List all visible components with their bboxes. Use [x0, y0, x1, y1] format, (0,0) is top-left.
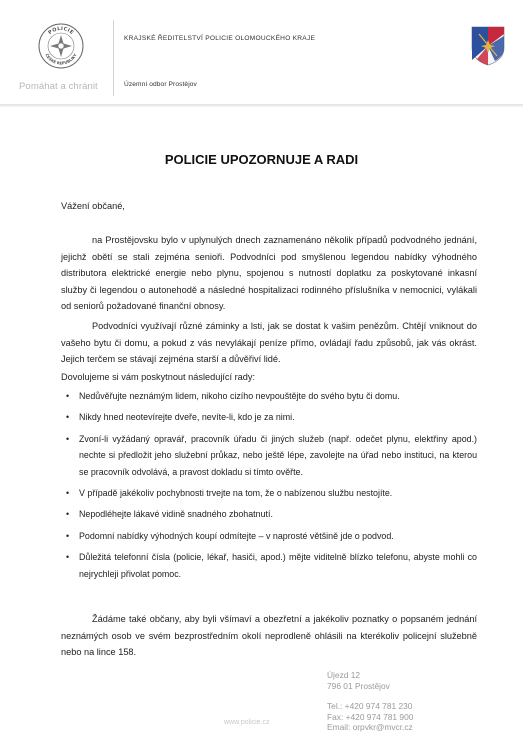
- address-street: Újezd 12: [327, 670, 361, 680]
- slogan: Pomáhat a chránit: [19, 81, 98, 92]
- organization-name: KRAJSKÉ ŘEDITELSTVÍ POLICIE OLOMOUCKÉHO KRAJE: [124, 35, 316, 42]
- paragraph-appeal: [61, 611, 477, 661]
- list-item-text: Důležitá telefonní čísla (policie, lékař, hasiči, apod.) mějte viditelně blízko telefonu, abyste mohli co nejrychleji přivolat pomoc.: [79, 552, 477, 579]
- paragraph-incidents: [61, 232, 477, 315]
- bullet-icon: •: [66, 552, 70, 563]
- contact-fax: Fax: +420 974 781 900: [327, 711, 414, 722]
- list-item: [66, 549, 477, 582]
- list-item: [66, 388, 477, 404]
- bullet-icon: •: [66, 433, 70, 444]
- paragraph-incidents-text: na Prostějovsku bylo v uplynulých dnech zaznamenáno několik případů podvodného jednání, jejichž obětí se stali zejména senioři. Podvodníci pod smyšlenou legendou nabídky výhodného distributora elektrické energie nebo plynu, spojenou s nutností doplatku za poskytované inkasní služby či legendou o autonehodě a následné hospitalizaci rodinného příslušníka v nemocnici, vylákali od seniorů požadované finanční obnosy.: [61, 235, 477, 312]
- bullet-icon: •: [66, 530, 70, 541]
- document-title: POLICIE UPOZORNUJE A RADI: [164, 152, 359, 167]
- salutation: Vážení občané,: [61, 201, 125, 211]
- svg-text:POLICIE: [47, 26, 75, 36]
- list-item-text: Nedůvěřujte neznámým lidem, nikoho cizího nevpouštějte do svého bytu či domu.: [79, 391, 400, 401]
- logo-text-bottom: ČESKÉ REPUBLIKY: [44, 52, 78, 66]
- list-item-text: Zvoní-li vyžádaný opravář, pracovník úřadu či jiných služeb (např. odečet plynu, elektřiny apod.) nechte si předložit jeho služební průkaz, nebo ještě lépe, zavolejte na úřad nebo instituci, na kterou se pracovník odvolává, a pravost dokladu si tímto ověřte.: [79, 433, 477, 477]
- organization-unit: Územní odbor Prostějov: [124, 81, 197, 88]
- list-item: [66, 431, 477, 480]
- police-logo-icon: [38, 23, 84, 69]
- contact-email[interactable]: Email: orpvkr@mvcr.cz: [327, 722, 413, 733]
- contact-phone: Tel.: +420 974 781 230: [327, 701, 413, 712]
- bullet-icon: •: [66, 509, 70, 520]
- bullet-icon: •: [66, 488, 70, 499]
- paragraph-tactics: [61, 318, 477, 368]
- list-item-text: V případě jakékoliv pochybnosti trvejte na tom, že o nabízenou službu nestojíte.: [79, 488, 393, 499]
- footer-address: [327, 670, 413, 733]
- list-item-text: Nikdy hned neotevírejte dveře, nevíte-li, kdo je za nimi.: [79, 412, 295, 423]
- bullet-icon: •: [66, 391, 70, 401]
- paragraph-tactics-text: Podvodníci využívají různé záminky a lsti, jak se dostat k vašim penězům. Chtějí vniknout do vašeho bytu či domu, a pokud z vás nevylákají peníze přímo, ovládají řadu způsobů, jak vás okrást. Jejich terčem se stávají zejména starší a důvěřiví lidé.: [61, 321, 477, 365]
- address-city: 796 01 Prostějov: [327, 680, 390, 691]
- paragraph-appeal-text: Žádáme také občany, aby byli všímaví a obezřetní a jakékoliv poznatky o popsaném jednání neznámých osob ve svém bezprostředním okolí neprodleně ohlásili na kterékoliv policejní služebně nebo na lince 158.: [61, 614, 477, 658]
- list-item: [66, 409, 477, 425]
- bullet-icon: •: [66, 412, 70, 423]
- logo-text-top: POLICIE: [47, 25, 75, 37]
- header-divider: [113, 20, 114, 96]
- list-item: [66, 528, 477, 544]
- regional-crest-icon: [471, 26, 505, 66]
- website-link[interactable]: www.policie.cz: [224, 719, 270, 726]
- list-item-text: Nepodléhejte lákavé vidině snadného zbohatnutí.: [79, 509, 273, 520]
- header-rule: [0, 104, 523, 107]
- list-item: [66, 485, 477, 501]
- advice-intro: Dovolujeme si vám poskytnout následující rady:: [61, 372, 256, 382]
- list-item-text: Podomní nabídky výhodných koupí odmítejte – v naprosté většině jde o podvod.: [79, 530, 394, 541]
- list-item: [66, 506, 477, 522]
- advice-list: [66, 388, 477, 587]
